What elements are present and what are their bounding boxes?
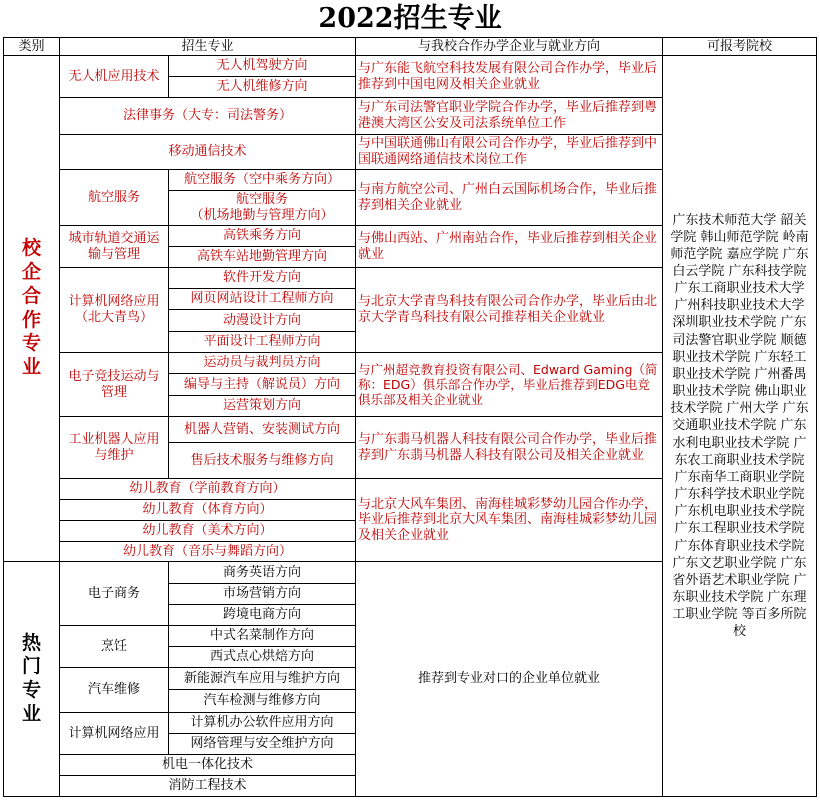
major-cooking: 烹饪 bbox=[59, 625, 169, 668]
partner-rail: 与佛山西站、广州南站合作，毕业后推荐到相关企业就业 bbox=[355, 225, 663, 268]
direction bbox=[168, 190, 356, 226]
major-auto-repair: 汽车维修 bbox=[59, 667, 169, 713]
direction: 跨境电商方向 bbox=[168, 604, 356, 626]
category-school-enterprise: 校企合作专业 bbox=[3, 55, 60, 562]
partner-mobile: 与中国联通佛山有限公司合作办学，毕业后推荐到中国联通网络通信技术岗位工作 bbox=[355, 134, 663, 170]
partner-kindergarten: 与北京大风车集团、南海桂城彩梦幼儿园合作办学，毕业后推荐到北京大风车集团、南海桂城彩梦幼儿园及相关企业就业 bbox=[355, 478, 663, 562]
direction: 售后技术服务与维修方向 bbox=[168, 442, 356, 479]
header-category: 类别 bbox=[3, 37, 60, 56]
major-robot: 工业机器人应用与维护 bbox=[59, 416, 169, 479]
direction: 汽车检测与维修方向 bbox=[168, 689, 356, 713]
header-partner: 与我校合作办学企业与就业方向 bbox=[355, 37, 663, 56]
direction: 网页网站设计工程师方向 bbox=[168, 288, 356, 310]
major-network: 计算机网络应用 bbox=[59, 712, 169, 755]
header-colleges: 可报考院校 bbox=[662, 37, 817, 56]
direction: 航空服务（空中乘务方向） bbox=[168, 169, 356, 191]
direction: 运动员与裁判员方向 bbox=[168, 352, 356, 374]
direction: 无人机维修方向 bbox=[168, 76, 356, 98]
direction: 新能源汽车应用与维护方向 bbox=[168, 667, 356, 690]
direction: 平面设计工程师方向 bbox=[168, 331, 356, 353]
major-rail: 城市轨道交通运输与管理 bbox=[59, 225, 169, 268]
direction: 运营策划方向 bbox=[168, 395, 356, 417]
major-network-aptech: 计算机网络应用（北大青鸟） bbox=[59, 267, 169, 353]
direction: 高铁乘务方向 bbox=[168, 225, 356, 247]
major-uav: 无人机应用技术 bbox=[59, 55, 169, 98]
partner-aviation: 与南方航空公司、广州白云国际机场合作，毕业后推荐到相关企业就业 bbox=[355, 169, 663, 226]
partner-network-aptech: 与北京大学青鸟科技有限公司合作办学，毕业后由北京大学青鸟科技有限公司推荐相关企业就业 bbox=[355, 267, 663, 353]
direction: 无人机驾驶方向 bbox=[168, 55, 356, 77]
direction: 编导与主持（解说员）方向 bbox=[168, 373, 356, 396]
partner-robot: 与广东翡马机器人科技有限公司合作办学，毕业后推荐到广东翡马机器人科技有限公司及相关企业就业 bbox=[355, 416, 663, 479]
major-kindergarten: 幼儿教育（美术方向） bbox=[59, 520, 356, 542]
major-mobile: 移动通信技术 bbox=[59, 134, 356, 170]
major-esports: 电子竞技运动与管理 bbox=[59, 352, 169, 417]
major-mechatronics: 机电一体化技术 bbox=[59, 754, 356, 776]
direction: 动漫设计方向 bbox=[168, 309, 356, 332]
page-title: 2022招生专业 bbox=[318, 3, 502, 34]
direction: 市场营销方向 bbox=[168, 583, 356, 605]
partner-esports: 与广州超竞教育投资有限公司、Edward Gaming（简称：EDG）俱乐部合作办学，毕业后推荐到EDG电竞俱乐部及相关企业就业 bbox=[355, 352, 663, 417]
direction-line: 航空服务 bbox=[235, 192, 288, 208]
major-fire-engineering: 消防工程技术 bbox=[59, 775, 356, 797]
direction: 中式名菜制作方向 bbox=[168, 625, 356, 647]
major-law: 法律事务（大专：司法警务） bbox=[59, 97, 356, 135]
direction: 计算机办公软件应用方向 bbox=[168, 712, 356, 734]
direction: 高铁车站地勤管理方向 bbox=[168, 246, 356, 268]
major-kindergarten: 幼儿教育（音乐与舞蹈方向） bbox=[59, 541, 356, 562]
direction: 机器人营销、安装测试方向 bbox=[168, 416, 356, 443]
direction: 网络管理与安全维护方向 bbox=[168, 733, 356, 755]
major-aviation: 航空服务 bbox=[59, 169, 169, 226]
category-hot: 热门专业 bbox=[3, 561, 60, 797]
major-ecommerce: 电子商务 bbox=[59, 561, 169, 626]
direction: 商务英语方向 bbox=[168, 561, 356, 584]
major-kindergarten: 幼儿教育（体育方向） bbox=[59, 499, 356, 521]
partner-uav: 与广东能飞航空科技发展有限公司合作办学，毕业后推荐到中国电网及相关企业就业 bbox=[355, 55, 663, 98]
direction: 软件开发方向 bbox=[168, 267, 356, 289]
header-major: 招生专业 bbox=[59, 37, 356, 56]
partner-hot: 推荐到专业对口的企业单位就业 bbox=[355, 561, 663, 797]
direction: 西式点心烘焙方向 bbox=[168, 646, 356, 668]
major-kindergarten: 幼儿教育（学前教育方向） bbox=[59, 478, 356, 500]
direction-line: （机场地勤与管理方向） bbox=[190, 208, 334, 223]
partner-law: 与广东司法警官职业学院合作办学，毕业后推荐到粤港澳大湾区公安及司法系统单位工作 bbox=[355, 97, 663, 135]
college-list: 广东技术师范大学 韶关学院 韩山师范学院 岭南师范学院 嘉应学院 广东白云学院 广东科技学院 广东工商职业技术大学 广州科技职业技术大学 深圳职业技术学院 广东司法警官职业学院 顺德职业技术学院 广东轻工职业技术学院 广州番禺职业技术学院 佛山职业技术学院 广州大学 广东交通职业技术学院 广东水利电职业技术学院 广东农工商职业技术学院 广东南华工商职业学院 广东科学技术职业学院 广东机电职业技术学院 广东工程职业技术学院 广东体育职业技术学院 广东文艺职业学院 广东省外语艺术职业学院 广东职业技术学院 广东理工职业学院 等百多所院校 bbox=[662, 55, 817, 797]
